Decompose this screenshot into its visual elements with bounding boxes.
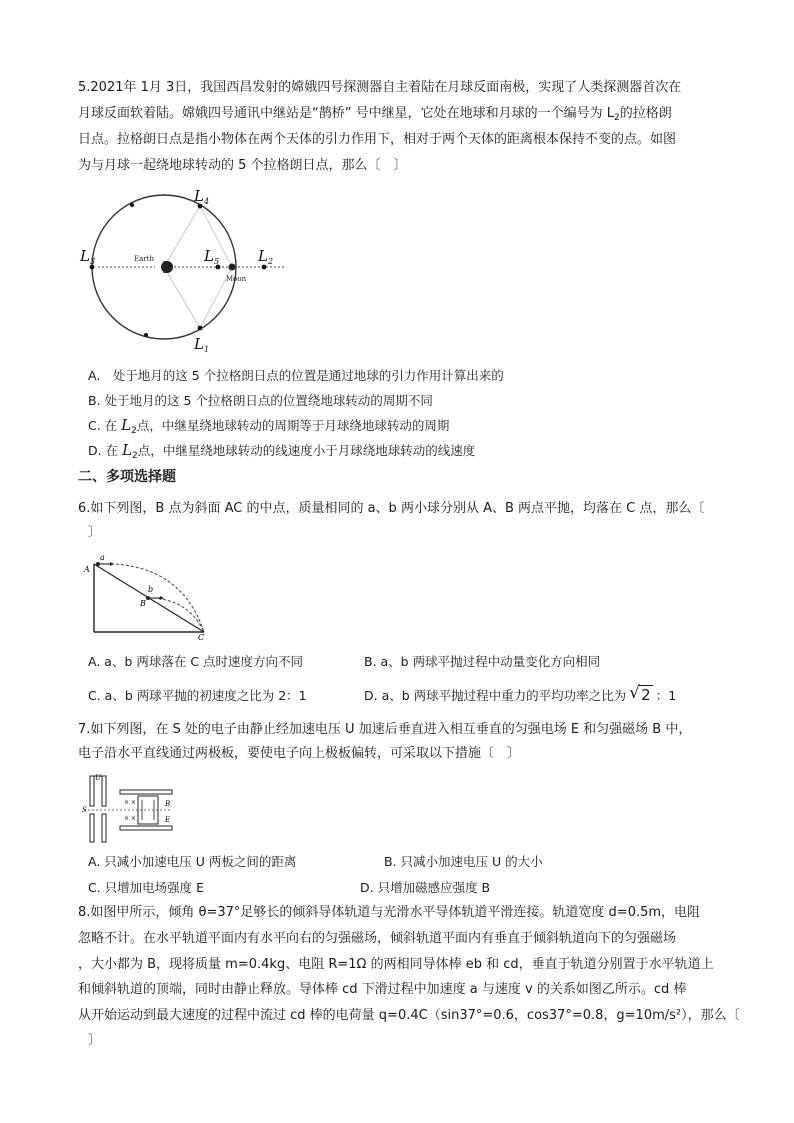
q7-line-2: 电子沿水平直线通过两极板，要使电子向上极板偏转，可采取以下措施〔 〕	[78, 746, 521, 761]
label-L4: $L_4$	[194, 187, 210, 206]
q8-line-3: ，大小都为 B，现将质量 m=0.4kg、电阻 R=1Ω 的两相同导体棒 eb 和 cd，垂直于轨道分别置于水平轨道上	[78, 957, 714, 972]
point-L2	[262, 265, 267, 270]
q5-line-3: 日点。拉格朗日点是指小物体在两个天体的引力作用下，相对于两个天体的距离根本保持不变的点。如图	[78, 132, 677, 147]
q8-line-2: 忽略不计。在水平轨道平面内有水平向右的匀强磁场，倾斜轨道平面内有垂直于倾斜轨道向下的匀强磁场	[78, 931, 677, 946]
svg-text:C: C	[198, 633, 205, 640]
q6-line-2: 〕	[88, 525, 102, 540]
moon-icon	[229, 264, 236, 271]
q5-option-c[interactable]: C. 在 $L_2$点，中继星绕地球转动的周期等于月球绕地球转动的周期	[88, 416, 450, 436]
sqrt-symbol: √ 2	[629, 683, 651, 704]
svg-text:E: E	[165, 816, 171, 824]
q5-line-1: 5.2021年 1月 3日，我国西昌发射的嫦娥四号探测器自主着陆在月球反面南极，实现了人类探测器首次在	[78, 80, 682, 95]
label-L3: $L_3$	[80, 247, 96, 266]
svg-text:B: B	[140, 599, 146, 608]
q7-option-b[interactable]: B. 只减小加速电压 U 的大小	[384, 854, 543, 869]
svg-text:A: A	[84, 565, 90, 574]
lagrange-points-figure	[76, 185, 296, 355]
earth-label: Earth	[134, 255, 154, 263]
q5-line-2: 月球反面软着陆。嫦娥四号通讯中继站是“鹊桥” 号中继星，它处在地球和月球的一个编号为 $L_2$的拉格朗	[78, 106, 672, 123]
q6-option-a[interactable]: A. a、b 两球落在 C 点时速度方向不同	[88, 654, 304, 669]
svg-text:a: a	[100, 553, 105, 562]
q8-line-5: 从开始运动到最大速度的过程中流过 cd 棒的电荷量 q=0.4C（sin37°=0.6，cos37°=0.8，g=10m/s²），那么〔	[78, 1008, 740, 1023]
svg-text:× ×: × ×	[124, 815, 136, 822]
svg-text:B: B	[165, 800, 171, 808]
q7-line-1: 7.如下列图，在 S 处的电子由静止经加速电压 U 加速后垂直进入相互垂直的匀强电场 E 和匀强磁场 B 中，	[78, 722, 692, 737]
q7-option-a[interactable]: A. 只减小加速电压 U 两板之间的距离	[88, 854, 297, 869]
q7-option-c[interactable]: C. 只增加电场强度 E	[88, 880, 205, 895]
point-L1	[198, 326, 203, 331]
q5-option-a[interactable]: A. 处于地月的这 5 个拉格朗日点的位置是通过地球的引力作用计算出来的	[88, 368, 504, 383]
q6-option-d[interactable]: D. a、b 两球平抛过程中重力的平均功率之比为 √ 2 ：1	[364, 683, 676, 708]
section-title: 二、多项选择题	[78, 469, 176, 485]
q5-option-d[interactable]: D. 在 $L_2$点，中继星绕地球转动的线速度小于月球绕地球转动的线速度	[88, 441, 476, 461]
velocity-selector-figure	[80, 770, 180, 845]
label-L2: $L_2$	[258, 247, 274, 266]
svg-text:b: b	[148, 585, 154, 594]
q6-line-1: 6.如下列图，B 点为斜面 AC 的中点，质量相同的 a、b 两小球分别从 A、B 两点平抛，均落在 C 点，那么〔	[78, 501, 705, 516]
projectile-figure	[80, 550, 220, 640]
moon-label: Moon	[226, 275, 247, 283]
q8-line-4: 和倾斜轨道的顶端，同时由静止释放。导体棒 cd 下滑过程中加速度 a 与速度 v 的关系如图乙所示。cd 棒	[78, 982, 687, 997]
q5-option-b[interactable]: B. 处于地月的这 5 个拉格朗日点的位置绕地球转动的周期不同	[88, 393, 433, 408]
q7-option-d[interactable]: D. 只增加磁感应强度 B	[360, 880, 491, 895]
svg-text:S: S	[82, 806, 87, 814]
q5-line-4: 为与月球一起绕地球转动的 5 个拉格朗日点，那么〔 〕	[78, 158, 407, 173]
q6-option-b[interactable]: B. a、b 两球平抛过程中动量变化方向相同	[364, 654, 601, 669]
label-L1: $L_1$	[194, 335, 210, 354]
label-L5: $L_5$	[204, 247, 220, 266]
q8-line-1: 8.如图甲所示，倾角 θ=37°足够长的倾斜导体轨道与光滑水平导体轨道平滑连接。轨道宽度 d=0.5m，电阻	[78, 905, 701, 920]
svg-text:× ×: × ×	[124, 799, 136, 806]
svg-text:U: U	[95, 774, 101, 782]
q6-option-c[interactable]: C. a、b 两球平抛的初速度之比为 2：1	[88, 688, 307, 703]
q8-line-6: 〕	[88, 1033, 102, 1048]
